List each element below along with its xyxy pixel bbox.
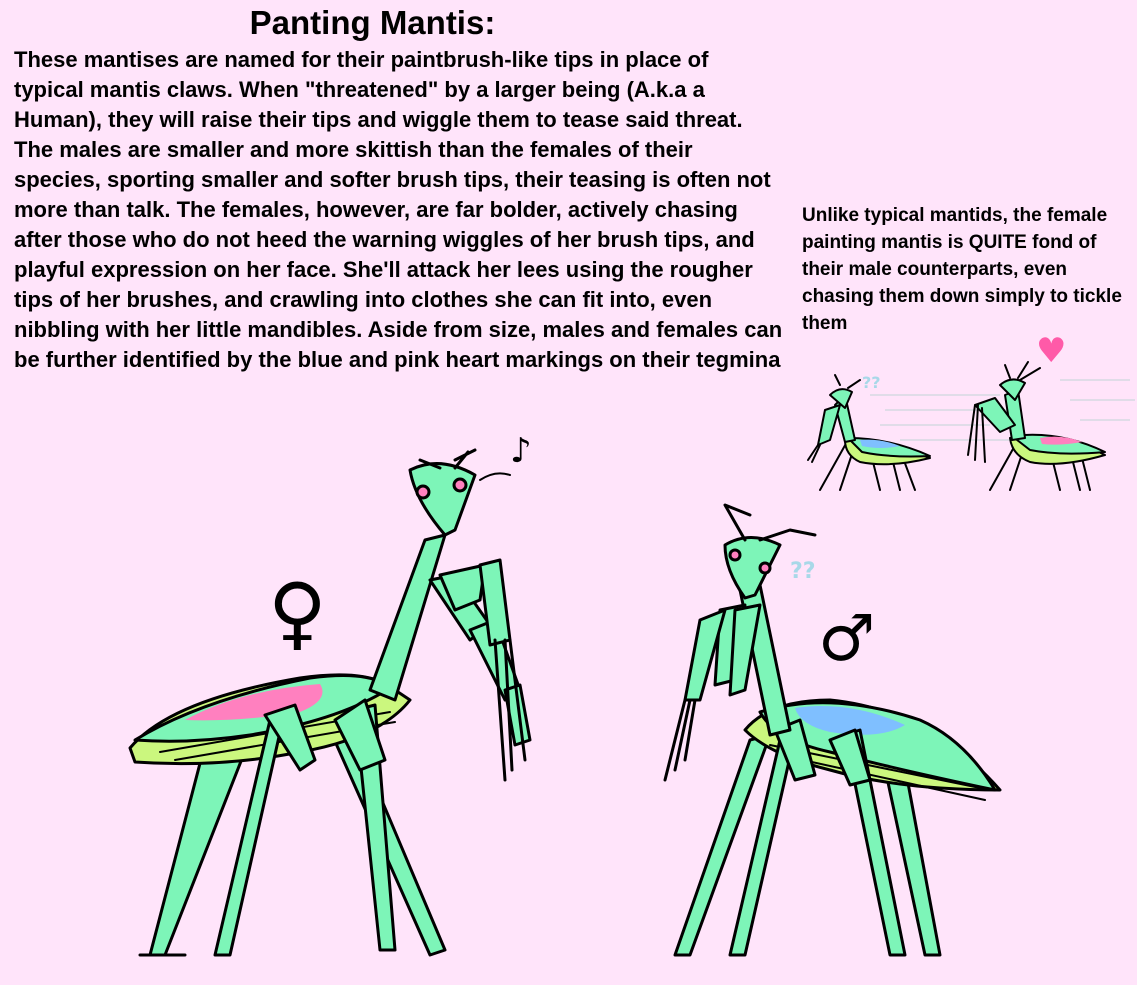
female-symbol-icon: ♀ bbox=[268, 566, 327, 659]
heart-icon: ♥ bbox=[1036, 331, 1067, 371]
male-symbol-icon: ♂ bbox=[818, 602, 876, 676]
female-mantis bbox=[130, 450, 530, 955]
question-marks-icon: ?? bbox=[790, 559, 816, 584]
small-male-mantis bbox=[808, 375, 930, 490]
music-note-icon: ♪ bbox=[510, 431, 532, 471]
description-text: These mantises are named for their paintbrush-like tips in place of typical mantis claws. When "threatened" by a larger being (A.k.a a Human), they will raise their tips and wiggle them to tease said threat. The males are smaller and more skittish than the females of their species, sporting smaller and softer brush tips, their teasing is often not more than talk. The females, however, are far bolder, actively chasing after those who do not heed the warning wiggles of her brush tips, and playful expression on her face. She'll attack her lees using the rougher tips of her brushes, and crawling into clothes she can fit into, even nibbling with her little mandibles. Aside from size, males and females can be further identified by the blue and pink heart markings on their tegmina bbox=[14, 47, 783, 372]
male-mantis bbox=[665, 505, 1000, 955]
page-title: Panting Mantis: bbox=[249, 4, 496, 41]
side-note-text: Unlike typical mantids, the female painting mantis is QUITE fond of their male counterparts, even chasing them down simply to tickle them bbox=[802, 205, 1122, 334]
small-question-marks-icon: ?? bbox=[862, 373, 881, 392]
